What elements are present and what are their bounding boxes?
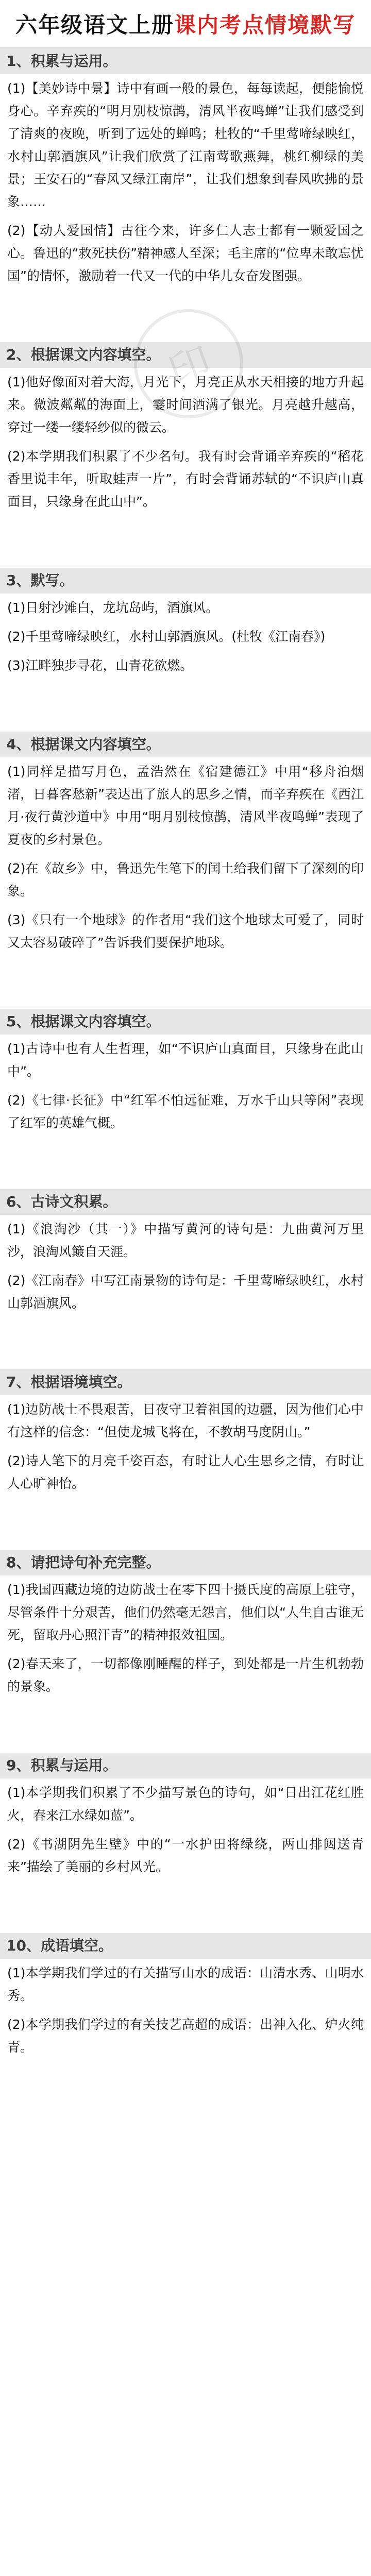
- exercise-paragraph: (2)本学期我们积累了不少名句。我有时会背诵辛弃疾的“稻花香里说丰年，听取蛙声一片”，有时会背诵苏轼的“不识庐山真面目，只缘身在此山中”。: [7, 449, 364, 509]
- title-part1: 六年级语文上册: [15, 12, 174, 38]
- exercise-paragraph: (2)【动人爱国情】古往今来，许多仁人志士都有一颗爱国之心。鲁迅的“救死扶伤”精神感人至深；毛主席的“位卑未敢忘忧国”的情怀，激励着一代又一代的中华儿女奋发图强。: [7, 223, 364, 283]
- page-title: [0, 0, 371, 48]
- exercise-paragraph: (2)《七律·长征》中“红军不怕远征难，万水千山只等闲”表现了红军的英雄气概。: [7, 1093, 364, 1130]
- section: [0, 1009, 371, 1189]
- exercise-paragraph: (2)《江南春》中写江南景物的诗句是：千里莺啼绿映红，水村山郭酒旗风。: [7, 1273, 364, 1311]
- section-head: 1、积累与运用。: [0, 48, 371, 74]
- section-head: 4、根据课文内容填空。: [0, 732, 371, 757]
- exercise-paragraph: (1)边防战士不畏艰苦，日夜守卫着祖国的边疆，因为他们心中有这样的信念：“但使龙城飞将在，不教胡马度阴山。”: [7, 1402, 364, 1439]
- section-head: 7、根据语境填空。: [0, 1369, 371, 1395]
- exercise-paragraph: (2)诗人笔下的月亮千姿百态，有时让人心生思乡之情，有时让人心旷神怡。: [7, 1453, 364, 1491]
- section-head: 10、成语填空。: [0, 1933, 371, 1959]
- exercise-paragraph: (1)我国西藏边境的边防战士在零下四十摄氏度的高原上驻守，尽管条件十分艰苦，他们仍然毫无怨言，他们以“人生自古谁无死，留取丹心照汗青”的精神报效祖国。: [7, 1582, 364, 1642]
- exercise-paragraph: (2)在《故乡》中，鲁迅先生笔下的闰土给我们留下了深刻的印象。: [7, 861, 364, 899]
- section: [0, 48, 371, 342]
- exercise-paragraph: (1)本学期我们积累了不少描写景色的诗句，如“日出江花红胜火，春来江水绿如蓝”。: [7, 1785, 364, 1823]
- section: [0, 1753, 371, 1933]
- title-part2: 课内考点情境默写: [174, 12, 356, 38]
- section-head: 9、积累与运用。: [0, 1753, 371, 1778]
- exercise-paragraph: (2)千里莺啼绿映红，水村山郭酒旗风。(杜牧《江南春》): [7, 629, 326, 644]
- exercise-paragraph: (3)江畔独步寻花，山青花欲燃。: [7, 658, 193, 673]
- exercise-paragraph: (1)古诗中也有人生哲理，如“不识庐山真面目，只缘身在此山中”。: [7, 1041, 364, 1079]
- exercise-paragraph: (1)他好像面对着大海，月光下，月亮正从水天相接的地方升起来。微波粼粼的海面上，霎时间洒满了银光。月亮越升越高，穿过一缕一缕轻纱似的微云。: [7, 375, 364, 435]
- section-head: 8、请把诗句补充完整。: [0, 1550, 371, 1575]
- section: [0, 732, 371, 1009]
- section: [0, 1550, 371, 1753]
- section-head: 2、根据课文内容填空。: [0, 342, 371, 368]
- section-head: 5、根据课文内容填空。: [0, 1009, 371, 1035]
- exercise-paragraph: (1)《浪淘沙（其一）》中描写黄河的诗句是：九曲黄河万里沙，浪淘风簸自天涯。: [7, 1222, 364, 1259]
- exercise-paragraph: (1)【美妙诗中景】诗中有画一般的景色，每每读起，便能愉悦身心。辛弃疾的“明月别枝惊鹊，清风半夜鸣蝉”让我们感受到了清爽的夜晚，听到了远处的蝉鸣；杜牧的“千里莺啼绿映红，水村山郭酒旗风”让我们欣赏了江南莺歌燕舞，桃红柳绿的美景；王安石的“春风又绿江南岸”，让我们想象到春风吹拂的景象……: [7, 81, 364, 209]
- content: [0, 48, 371, 2113]
- section: [0, 1933, 371, 2113]
- exercise-paragraph: (2)《书湖阴先生壁》中的“一水护田将绿绕，两山排闼送青来”描绘了美丽的乡村风光。: [7, 1837, 364, 1874]
- exercise-paragraph: (1)本学期我们学过的有关描写山水的成语：山清水秀、山明水秀。: [7, 1965, 364, 2003]
- exercise-paragraph: (2)春天来了，一切都像刚睡醒的样子，到处都是一片生机勃勃的景象。: [7, 1656, 364, 1694]
- section: [0, 342, 371, 568]
- section-head: 6、古诗文积累。: [0, 1189, 371, 1215]
- section-head: 3、默写。: [0, 568, 371, 594]
- section: [0, 568, 371, 732]
- exercise-paragraph: (1)同样是描写月色，孟浩然在《宿建德江》中用“移舟泊烟渚，日暮客愁新”表达出了旅人的思乡之情，而辛弃疾在《西江月·夜行黄沙道中》中用“明月别枝惊鹊，清风半夜鸣蝉”表现了夏夜的乡村景色。: [7, 764, 364, 847]
- exercise-paragraph: (3)《只有一个地球》的作者用“我们这个地球太可爱了，同时又太容易破碎了”告诉我们要保护地球。: [7, 912, 364, 950]
- section: [0, 1369, 371, 1550]
- exercise-paragraph: (1)日射沙滩白，龙坑岛屿，酒旗风。: [7, 600, 219, 615]
- exercise-paragraph: (2)本学期我们学过的有关技艺高超的成语：出神入化、炉火纯青。: [7, 2017, 364, 2055]
- section: [0, 1189, 371, 1369]
